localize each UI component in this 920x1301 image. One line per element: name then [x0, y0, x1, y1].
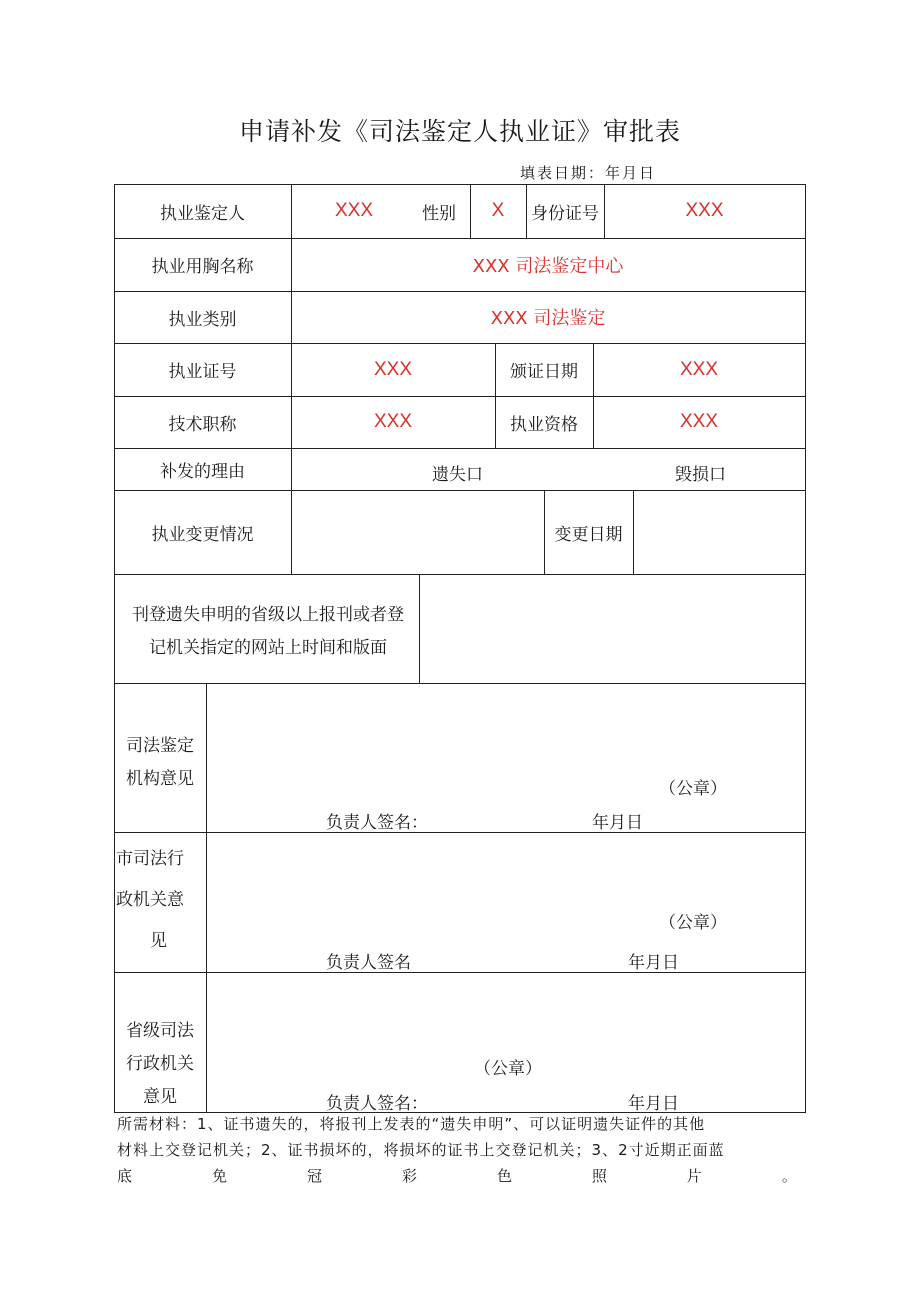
- practitioner-label: 执业鉴定人: [160, 203, 245, 224]
- note-line-3: [117, 1163, 806, 1189]
- city-signer-label: 负责人签名: [326, 953, 411, 973]
- issue-date-label: 颁证日期: [510, 362, 578, 382]
- table-border-right: [805, 184, 806, 1113]
- practice-change-field[interactable]: [292, 491, 544, 574]
- required-materials-note: [117, 1111, 806, 1189]
- fill-date: 填表日期：年月日: [520, 164, 657, 182]
- page-title: 申请补发《司法鉴定人执业证》审批表: [238, 117, 681, 146]
- institution-signer-label: 负责人签名：: [326, 813, 428, 833]
- lost-notice-label-line2: 记机关指定的网站上时间和版面: [149, 638, 387, 658]
- province-opinion-label-line1: 省级司法: [126, 1021, 194, 1041]
- change-date-label: 变更日期: [554, 524, 623, 545]
- province-seal: （公章）: [474, 1059, 542, 1079]
- province-date: 年月日: [628, 1094, 679, 1114]
- province-opinion-label: [114, 1015, 206, 1114]
- institution-opinion-label-line2: 机构意见: [126, 769, 194, 789]
- practice-category-label: 执业类别: [168, 309, 237, 330]
- note-char: 冠: [306, 1167, 323, 1185]
- qualification-label: 执业资格: [510, 414, 578, 435]
- institution-opinion-label: [114, 730, 206, 796]
- practitioner-value: XXX: [334, 200, 374, 221]
- province-opinion-label-line2: 行政机关: [126, 1054, 194, 1074]
- certificate-number-value: XXX: [373, 358, 413, 380]
- city-opinion-label-line1: 市司法行: [116, 849, 184, 869]
- note-line-1: 所需材料：1、证书遗失的，将报刊上发表的“遗失申明”、可以证明遗失证件的其他: [117, 1115, 706, 1133]
- institution-seal: （公章）: [659, 779, 727, 799]
- institution-date: 年月日: [592, 813, 643, 833]
- row-line: [114, 683, 806, 684]
- note-char: 色: [496, 1167, 513, 1185]
- qualification-value: XXX: [679, 411, 719, 432]
- province-signer-label: 负责人签名：: [326, 1094, 428, 1114]
- gender-value: X: [491, 200, 505, 221]
- note-char: 。: [781, 1167, 798, 1185]
- practice-category-value: XXX 司法鉴定: [490, 308, 606, 329]
- lost-notice-label-line1: 刊登遗失申明的省级以上报刊或者登: [132, 605, 404, 625]
- city-date: 年月日: [628, 953, 679, 973]
- note-char: 片: [686, 1167, 703, 1185]
- province-opinion-label-line3: 意见: [143, 1087, 177, 1107]
- technical-title-value: XXX: [373, 411, 413, 432]
- certificate-number-label: 执业证号: [168, 362, 237, 382]
- approval-form-table: [114, 184, 806, 1113]
- reason-lost-checkbox[interactable]: 遗失口: [432, 465, 483, 485]
- gender-label: 性别: [422, 203, 456, 224]
- note-line-2: 材料上交登记机关；2、证书损坏的，将损坏的证书上交登记机关；3、2寸近期正面蓝: [117, 1141, 725, 1159]
- row-line: [114, 832, 806, 833]
- city-opinion-label-line3: 见: [150, 931, 167, 951]
- institution-name-label: 执业用胸名称: [151, 257, 254, 277]
- lost-notice-field[interactable]: [420, 575, 805, 683]
- city-opinion-label-line2: 政机关意: [116, 890, 184, 910]
- institution-name-value: XXX 司法鉴定中心: [472, 255, 624, 277]
- practice-change-label: 执业变更情况: [151, 524, 254, 545]
- note-char: 免: [211, 1167, 228, 1185]
- note-char: 彩: [401, 1167, 418, 1185]
- city-seal: （公章）: [659, 913, 727, 933]
- technical-title-label: 技术职称: [168, 414, 237, 435]
- col-line: [206, 683, 207, 1112]
- institution-opinion-label-line1: 司法鉴定: [126, 736, 194, 756]
- lost-notice-label: [117, 599, 419, 665]
- reissue-reason-label: 补发的理由: [160, 461, 245, 482]
- row-line: [114, 972, 806, 973]
- id-number-label: 身份证号: [531, 203, 599, 224]
- note-char: 底: [117, 1167, 134, 1185]
- city-opinion-label: [116, 839, 206, 962]
- reason-damaged-checkbox[interactable]: 毁损口: [675, 465, 726, 485]
- issue-date-value: XXX: [679, 358, 719, 380]
- id-number-value: XXX: [685, 200, 724, 221]
- change-date-field[interactable]: [634, 491, 805, 574]
- note-char: 照: [591, 1167, 608, 1185]
